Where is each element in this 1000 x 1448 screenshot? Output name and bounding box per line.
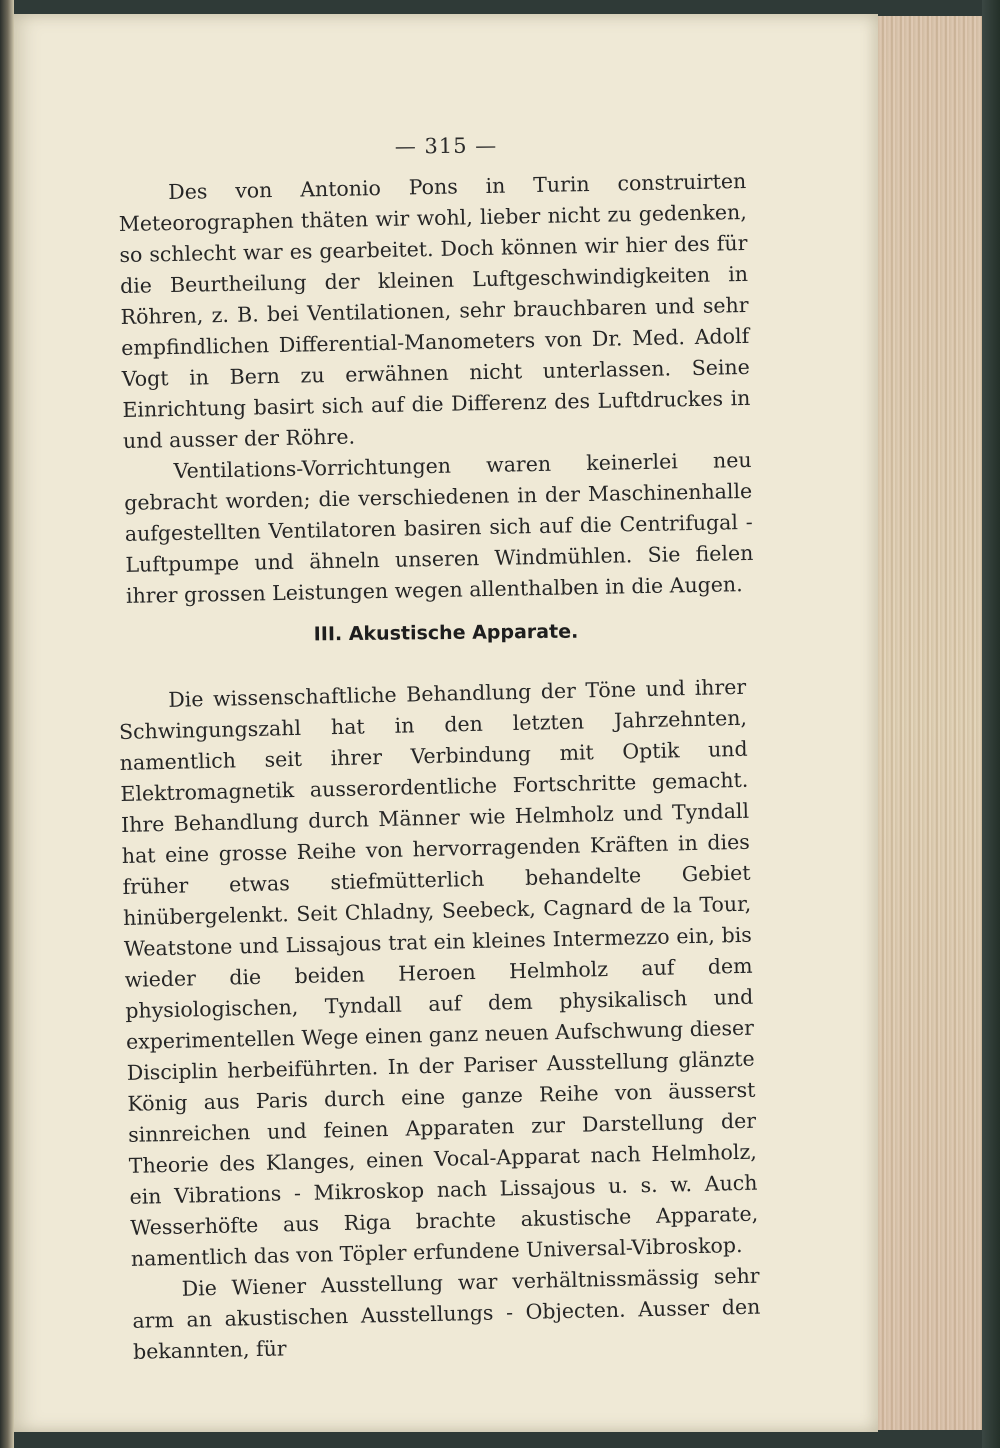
text-block-top bbox=[118, 166, 754, 612]
book-gutter bbox=[0, 0, 14, 1448]
section-heading: III. Akustische Apparate. bbox=[313, 620, 579, 646]
page-number: — 315 — bbox=[394, 133, 498, 159]
paragraph: Ventilations-Vorrichtungen waren keinerlei neu gebracht worden; die verschiedenen in der Maschinenhalle aufgestellten Ventilatoren basiren sich auf die Centrifugal - Luftpumpe und ähneln unseren Windmühlen. Sie fielen ihrer grossen Leistungen wegen allenthalben in die Augen. bbox=[124, 447, 754, 608]
paragraph: Die wissenschaftliche Behandlung der Töne und ihrer Schwingungszahl hat in den letzten Jahrzehnten, namentlich seit ihrer Verbindung mit Optik und Elektromagnetik ausserordentliche Fortschritte gemacht. Ihre Behandlung durch Männer wie Helmholz und Tyndall hat eine grosse Reihe von hervorragenden Kräften in dies früher etwas stiefmütterlich behandelte Gebiet hinübergelenkt. Seit Chladny, Seebeck, Cagnard de la Tour, Weatstone und Lissajous trat ein kleines Intermezzo ein, bis wieder die beiden Heroen Helmholz auf dem physiologischen, Tyndall auf dem physikalisch und experimentellen Wege einen ganz neuen Aufschwung dieser Disciplin herbeiführten. In der Pariser Ausstellung glänzte König aus Paris durch eine ganze Reihe von äusserst sinnreichen und feinen Apparaten zur Darstellung der Theorie des Klanges, einen Vocal-Apparat nach Helmholz, ein Vibrations - Mikroskop nach Lissajous u. s. w. Auch Wesserhöfte aus Riga brachte akustische Apparate, namentlich das von Töpler erfundene Universal-Vibroskop. bbox=[118, 674, 759, 1271]
text-block-main bbox=[118, 672, 761, 1368]
paragraph: Des von Antonio Pons in Turin construirten Meteorographen thäten wir wohl, lieber nicht zu gedenken, so schlecht war es gearbeitet. Doch können wir hier des für die Beurtheilung der kleinen Luftgeschwindigkeiten in Röhren, z. B. bei Ventilationen, sehr brauchbaren und sehr empfindlichen Differential-Manometers von Dr. Med. Adolf Vogt in Bern zu erwähnen nicht unterlassen. Seine Einrichtung basirt sich auf die Differenz des Luftdruckes in und ausser der Röhre. bbox=[118, 168, 751, 453]
paragraph: Die Wiener Ausstellung war verhältnissmässig sehr arm an akustischen Ausstellungs - Objecten. Ausser den bekannten, für bbox=[132, 1263, 761, 1364]
book-page bbox=[14, 14, 878, 1432]
page-edges bbox=[878, 16, 982, 1430]
book-cover-edge bbox=[982, 0, 1000, 1448]
